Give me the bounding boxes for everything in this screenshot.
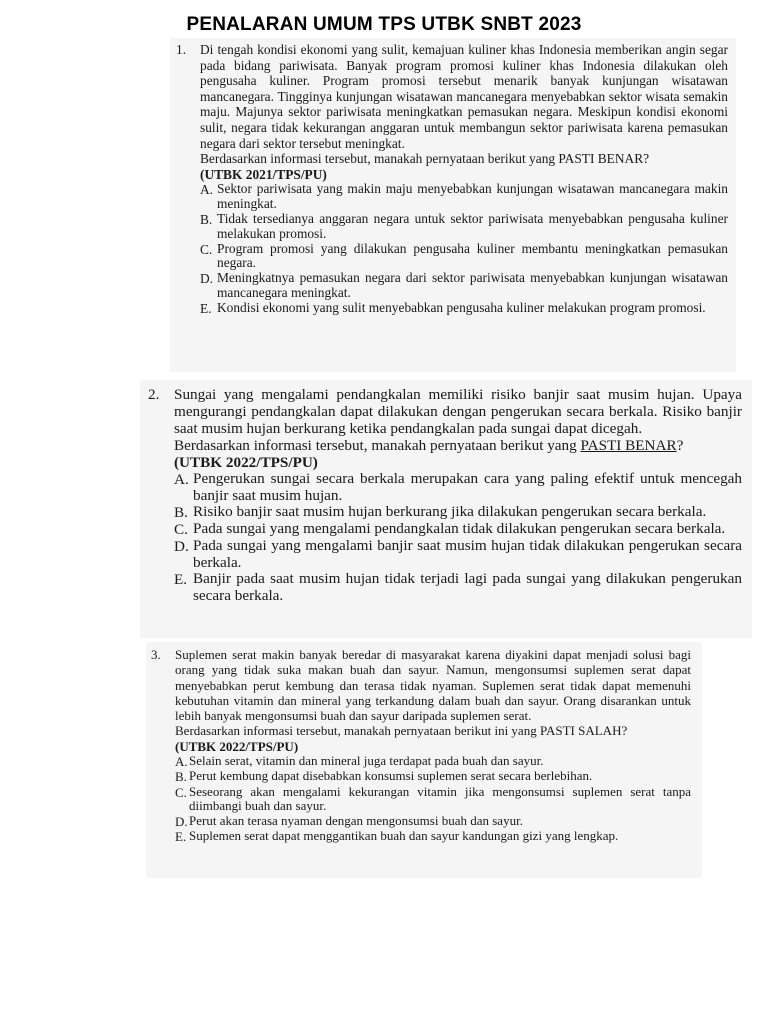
question-stem: Suplemen serat makin banyak beredar di masyarakat karena diyakini dapat menjadi solusi bagi orang yang tidak suka makan buah dan sayur. Namun, mengonsumsi suplemen serat dapat menyebabkan perut kembung dan terasa tidak nyaman. Suplemen serat tidak dapat memenuhi kebutuhan vitamin dan mineral yang terkandung dalam buah dan sayur. Orang disarankan untuk lebih banyak mengonsumsi buah dan sayur daripada suplemen serat. <box>175 647 691 724</box>
option-text: Meningkatnya pemasukan negara dari sektor pariwisata menyebabkan kunjungan wisatawan mancanegara meningkat. <box>217 270 728 300</box>
option-text: Risiko banjir saat musim hujan berkurang jika dilakukan pengerukan secara berkala. <box>193 503 707 521</box>
question-source: (UTBK 2021/TPS/PU) <box>200 166 327 182</box>
option-text: Perut kembung dapat disebabkan konsumsi suplemen serat secara berlebihan. <box>189 768 593 784</box>
option-b[interactable] <box>175 769 691 784</box>
option-letter: B. <box>200 211 213 227</box>
question-number: 1. <box>176 42 187 57</box>
question-2 <box>148 386 742 604</box>
option-letter: E. <box>200 300 212 316</box>
option-text: Sektor pariwisata yang makin maju menyebabkan kunjungan wisatawan mancanegara makin meningkat. <box>217 181 728 212</box>
question-number: 2. <box>148 386 160 403</box>
option-e[interactable] <box>175 829 691 844</box>
option-b[interactable] <box>200 212 728 242</box>
option-text: Perut akan terasa nyaman dengan mengonsumsi buah dan sayur. <box>189 812 523 828</box>
option-text: Pengerukan sungai secara berkala merupakan cara yang paling efektif untuk mencegah banjir saat musim hujan. <box>193 470 742 504</box>
option-e[interactable] <box>200 301 728 317</box>
option-list <box>200 182 728 316</box>
option-text: Tidak tersedianya anggaran negara untuk sektor pariwisata menyebabkan pengusaha kuliner melakukan promosi. <box>217 210 728 241</box>
prompt-end: ? <box>676 437 684 455</box>
option-text: Pada sungai yang mengalami pendangkalan tidak dilakukan pengerukan secara berkala. <box>193 520 726 538</box>
question-stem: Di tengah kondisi ekonomi yang sulit, kemajuan kuliner khas Indonesia memberikan angin segar pada bidang pariwisata. Banyak program promosi kuliner khas Indonesia dilakukan oleh pengusaha kuliner. Program promosi tersebut menarik banyak kunjungan wisatawan mancanegara. Tingginya kunjungan wisatawan mancanegara menyebabkan sektor wisata semakin maju. Majunya sektor pariwisata meningkatkan pemasukan negara. Meskipun kondisi ekonomi sulit, negara tidak kekurangan anggaran untuk membangun sektor pariwisata karena pemasukan negara dari sektor tersebut meningkat. <box>200 42 728 151</box>
option-text: Banjir pada saat musim hujan tidak terjadi lagi pada sungai yang dilakukan pengerukan secara berkala. <box>193 570 742 604</box>
option-text: Suplemen serat dapat menggantikan buah dan sayur kandungan gizi yang lengkap. <box>189 828 619 844</box>
option-list <box>175 754 691 844</box>
option-c[interactable] <box>200 242 728 272</box>
option-list <box>174 471 742 604</box>
option-letter: D. <box>200 271 214 287</box>
option-e[interactable] <box>174 571 742 604</box>
prompt-text: Berdasarkan informasi tersebut, manakah pernyataan berikut yang <box>174 437 581 455</box>
question-prompt <box>174 437 742 454</box>
question-source: (UTBK 2022/TPS/PU) <box>175 738 299 754</box>
option-text: Pada sungai yang mengalami banjir saat musim hujan tidak dilakukan pengerukan secara berkala. <box>193 537 742 571</box>
option-letter: A. <box>175 754 188 770</box>
question-stem: Sungai yang mengalami pendangkalan memiliki risiko banjir saat musim hujan. Upaya mengurangi pendangkalan dapat dilakukan dengan pengerukan secara berkala. Risiko banjir saat musim hujan berkurang ketika pendangkalan pada sungai dapat dicegah. <box>174 386 742 438</box>
question-1 <box>176 42 728 316</box>
option-d[interactable] <box>175 814 691 829</box>
option-letter: A. <box>200 182 214 198</box>
option-letter: A. <box>174 471 189 489</box>
option-letter: C. <box>200 241 213 257</box>
prompt-emphasis: PASTI BENAR <box>580 437 677 455</box>
question-3 <box>151 647 691 844</box>
question-prompt: Berdasarkan informasi tersebut, manakah pernyataan berikut ini yang PASTI SALAH? <box>175 723 628 739</box>
option-text: Program promosi yang dilakukan pengusaha kuliner membantu meningkatkan pemasukan negara. <box>217 240 728 271</box>
question-source: (UTBK 2022/TPS/PU) <box>174 454 318 472</box>
option-letter: B. <box>174 504 188 522</box>
option-a[interactable] <box>200 182 728 212</box>
option-letter: B. <box>175 769 187 785</box>
option-c[interactable] <box>174 521 742 538</box>
option-letter: E. <box>175 829 187 845</box>
option-d[interactable] <box>174 538 742 571</box>
option-text: Selain serat, vitamin dan mineral juga terdapat pada buah dan sayur. <box>189 753 544 769</box>
option-text: Kondisi ekonomi yang sulit menyebabkan pengusaha kuliner melakukan program promosi. <box>217 299 706 315</box>
option-d[interactable] <box>200 271 728 301</box>
option-a[interactable] <box>174 471 742 504</box>
option-b[interactable] <box>174 504 742 521</box>
option-c[interactable] <box>175 785 691 814</box>
option-letter: C. <box>174 521 188 539</box>
option-letter: E. <box>174 571 188 589</box>
option-letter: D. <box>174 538 189 556</box>
option-letter: D. <box>175 813 188 829</box>
option-a[interactable] <box>175 754 691 769</box>
question-prompt: Berdasarkan informasi tersebut, manakah pernyataan berikut yang PASTI BENAR? <box>200 151 650 167</box>
question-number: 3. <box>151 647 161 662</box>
page-title: PENALARAN UMUM TPS UTBK SNBT 2023 <box>186 14 582 35</box>
option-letter: C. <box>175 784 187 800</box>
option-text: Seseorang akan mengalami kekurangan vitamin jika mengonsumsi suplemen serat tanpa diimbangi buah dan sayur. <box>189 783 691 814</box>
